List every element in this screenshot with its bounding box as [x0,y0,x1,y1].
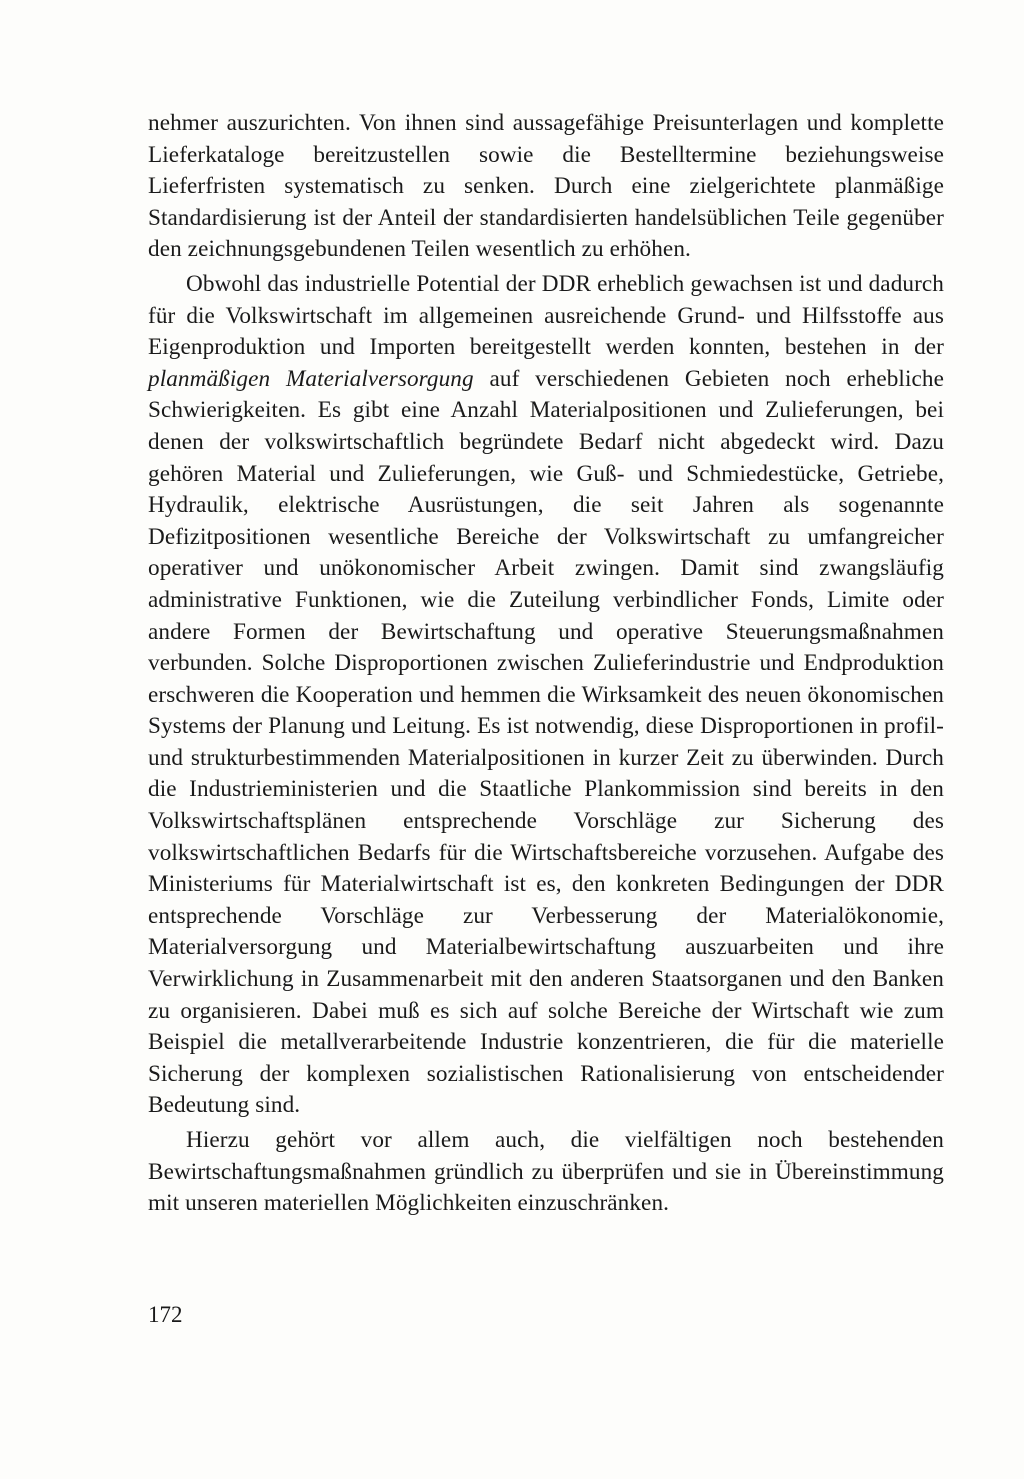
paragraph-2 [148,269,944,1122]
paragraph-3: Hierzu gehört vor allem auch, die vielfältigen noch bestehenden Bewirtschaftungsmaßnahmen gründlich zu überprüfen und sie in Übereinstimmung mit unseren materiellen Möglichkeiten einzuschränken. [148,1127,944,1217]
page-number: 172 [148,1302,183,1327]
paragraph-2-start: Obwohl das industrielle Potential der DDR erheblich gewachsen ist und dadurch für die Volkswirtschaft im allgemeinen ausreichende Grund- und Hilfsstoffe aus Eigenproduktion und Importen bereitgestellt werden konnten, bestehen in der [148,270,944,361]
paragraph-2-end: auf verschiedenen Gebieten noch erhebliche Schwierigkeiten. Es gibt eine Anzahl Materialpositionen und Zulieferungen, bei denen der volkswirtschaftlich begründete Bedarf nicht abgedeckt wird. Dazu gehören Material und Zulieferungen, wie Guß- und Schmiedestücke, Getriebe, Hydraulik, elektrische Ausrüstungen, die seit Jahren als sogenannte Defizitpositionen wesentliche Bereiche der Volkswirtschaft zu umfangreicher operativer und unökonomischer Arbeit zwingen. Damit sind zwangsläufig administrative Funktionen, wie die Zuteilung verbindlicher Fonds, Limite oder andere Formen der Bewirtschaftung und operative Steuerungsmaßnahmen verbunden. Solche Disproportionen zwischen Zulieferindustrie und Endproduktion erschweren die Kooperation und hemmen die Wirksamkeit des neuen ökonomischen Systems der Planung und Leitung. Es ist notwendig, diese Disproportionen in profil- und strukturbestimmenden Materialpositionen in kurzer Zeit zu überwinden. Durch die Industrieministerien und die Staatliche Plankommission sind bereits in den Volkswirtschaftsplänen entsprechende Vorschläge zur Sicherung des volkswirtschaftlichen Bedarfs für die Wirtschaftsbereiche vorzusehen. Aufgabe des Ministeriums für Materialwirtschaft ist es, den konkreten Bedingungen der DDR entsprechende Vorschläge zur Verbesserung der Materialökonomie, Materialversorgung und Materialbewirtschaftung auszuarbeiten und ihre Verwirklichung in Zusammenarbeit mit den anderen Staatsorganen und den Banken zu organisieren. Dabei muß es sich auf solche Bereiche der Wirtschaft wie zum Beispiel die metallverarbeitende Industrie konzentrieren, die für die materielle Sicherung der komplexen sozialistischen Rationalisierung von entscheidender Bedeutung sind. [148,365,944,1119]
paragraph-2-emphasis: planmäßigen Materialversorgung [148,365,474,392]
body-text [148,108,944,1220]
paragraph-1: nehmer auszurichten. Von ihnen sind aussagefähige Preisunterlagen und komplette Lieferkataloge bereitzustellen sowie die Bestelltermine beziehungsweise Lieferfristen systematisch zu senken. Durch eine zielgerichtete planmäßige Standardisierung ist der Anteil der standardisierten handelsüblichen Teile gegenüber den zeichnungsgebundenen Teilen wesentlich zu erhöhen. [148,110,944,263]
